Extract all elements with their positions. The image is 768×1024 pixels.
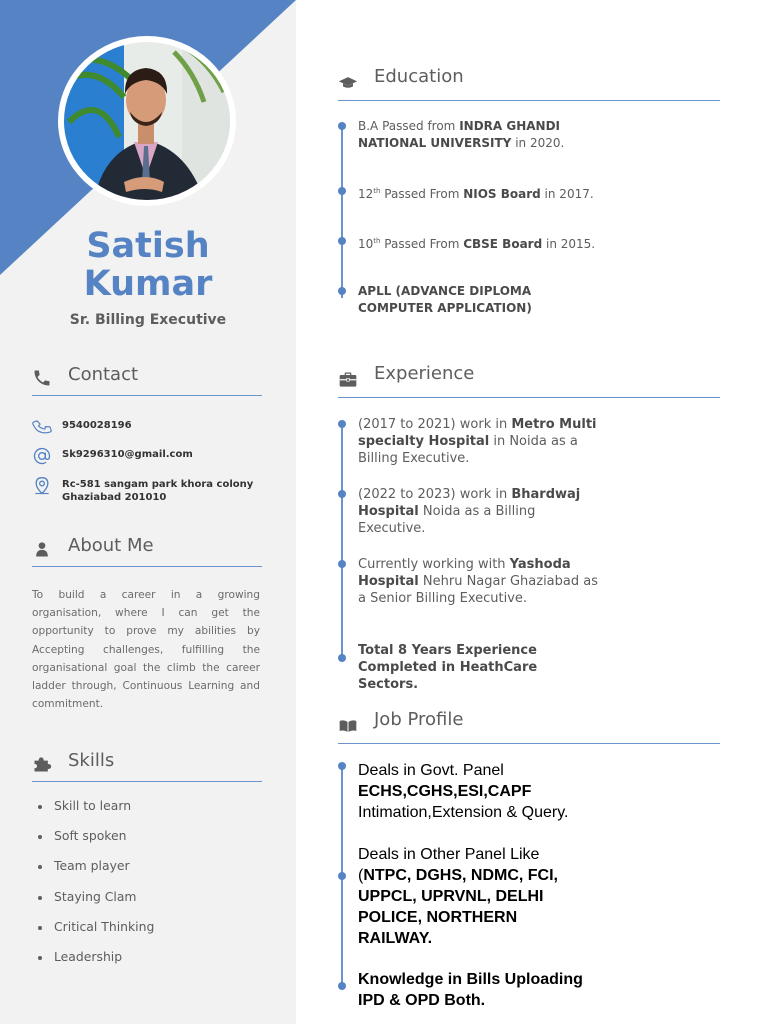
skill-item: Critical Thinking [32,917,262,947]
experience-total: Total 8 Years Experience Completed in HeathCare Sectors. [358,643,538,692]
at-sign-icon [32,446,52,466]
about-heading [32,535,262,567]
puzzle-icon [32,754,52,774]
experience-text: (2017 to 2021) work in [358,417,512,432]
education-heading [338,66,720,101]
timeline-dot [338,872,346,880]
contact-email[interactable] [32,446,267,466]
about-heading-text: About Me [68,535,154,556]
education-text: in 2017. [540,187,594,201]
education-board: CBSE Board [463,237,543,251]
sidebar [0,0,296,1024]
education-board: NIOS Board [463,187,541,201]
timeline-dot [338,287,346,295]
experience-text: Nehru Nagar Ghaziabad as a Senior Billing Executive. [358,574,598,606]
education-text: Passed From [380,237,464,251]
education-institution: INDRA GHANDI NATIONAL UNIVERSITY [358,119,561,150]
timeline-dot [338,982,346,990]
timeline-dot [338,490,346,498]
job-profile-entry [358,844,573,949]
contact-phone-text: 9540028196 [62,420,132,431]
phone-icon [32,368,52,388]
experience-text: Currently working with [358,557,510,572]
contact-email-text: Sk9296310@gmail.com [62,449,193,460]
experience-entry [358,642,558,693]
graduation-cap-icon [338,73,358,93]
job-profile-text: Deals in Govt. Panel [358,762,504,779]
education-grade-suffix: th [373,187,381,195]
timeline-dot [338,237,346,245]
skills-heading-text: Skills [68,750,115,771]
experience-employer: Metro Multi specialty Hospital [358,417,597,449]
experience-employer: Yashoda Hospital [358,557,571,589]
open-book-icon [338,716,358,736]
skill-item: Skill to learn [32,796,262,826]
education-grade-suffix: th [373,237,381,245]
contact-heading [32,364,262,396]
contact-heading-text: Contact [68,364,139,385]
job-profile-entry [358,760,638,823]
education-timeline [341,126,343,298]
experience-timeline [341,424,343,658]
job-profile-heading [338,709,720,744]
job-profile-text: Intimation,Extension & Query. [358,804,569,821]
profile-photo-image [64,42,230,200]
briefcase-icon [338,370,358,390]
name-last: Kumar [83,264,213,304]
timeline-dot [338,122,346,130]
user-icon [32,539,52,559]
education-grade: 10 [358,237,374,251]
education-entry [358,233,608,253]
timeline-dot [338,187,346,195]
skill-item: Leadership [32,947,262,977]
experience-employer: Bhardwaj Hospital [358,487,581,519]
skill-item: Soft spoken [32,826,262,856]
timeline-dot [338,654,346,662]
experience-text: in Noida as a Billing Executive. [358,434,578,466]
education-text: B.A Passed from [358,119,460,133]
job-profile-panels: ECHS,CGHS,ESI,CAPF [358,783,532,800]
education-entry [358,183,608,203]
name-first: Satish [86,226,210,266]
job-profile-text: Deals in Other Panel Like [358,846,540,863]
education-text: in 2015. [542,237,596,251]
about-text: To build a career in a growing organisation, where I can get the opportunity to prove my abilities by Accepting challenges, fulfilling the organisational goal the climb the career ladder through, Continuous Learning and commitment. [32,589,260,711]
contact-address [32,476,267,506]
experience-text: (2022 to 2023) work in [358,487,512,502]
job-profile-panels: NTPC, DGHS, NDMC, FCI, UPPCL, UPRVNL, DELHI POLICE, NORTHERN RAILWAY. [358,867,558,947]
job-profile-heading-text: Job Profile [374,709,464,730]
education-diploma: APLL (ADVANCE DIPLOMA COMPUTER APPLICATION) [358,284,532,315]
education-text: in 2020. [511,136,565,150]
experience-entry [358,416,603,467]
contact-phone[interactable] [32,417,267,437]
location-pin-icon [32,476,52,496]
skill-item: Team player [32,856,262,886]
timeline-dot [338,762,346,770]
experience-heading-text: Experience [374,363,475,384]
phone-outline-icon [32,417,52,437]
timeline-dot [338,560,346,568]
experience-entry [358,556,603,607]
job-profile-paren: ( [358,867,364,884]
education-text: Passed From [380,187,464,201]
education-heading-text: Education [374,66,464,87]
job-profile-entry [358,969,598,1011]
education-grade: 12 [358,187,374,201]
job-profile-knowledge: Knowledge in Bills Uploading IPD & OPD Both. [358,971,583,1009]
skills-heading [32,750,262,782]
profile-photo [58,36,236,206]
experience-entry [358,486,603,537]
experience-text: Noida as a Billing Executive. [358,504,536,536]
contact-address-text: Rc-581 sangam park khora colony Ghaziabad 201010 [62,479,254,503]
skills-list [32,796,262,977]
experience-heading [338,363,720,398]
skill-item: Staying Clam [32,887,262,917]
education-entry [358,118,608,152]
timeline-dot [338,420,346,428]
education-entry [358,283,608,317]
job-title: Sr. Billing Executive [69,312,227,328]
